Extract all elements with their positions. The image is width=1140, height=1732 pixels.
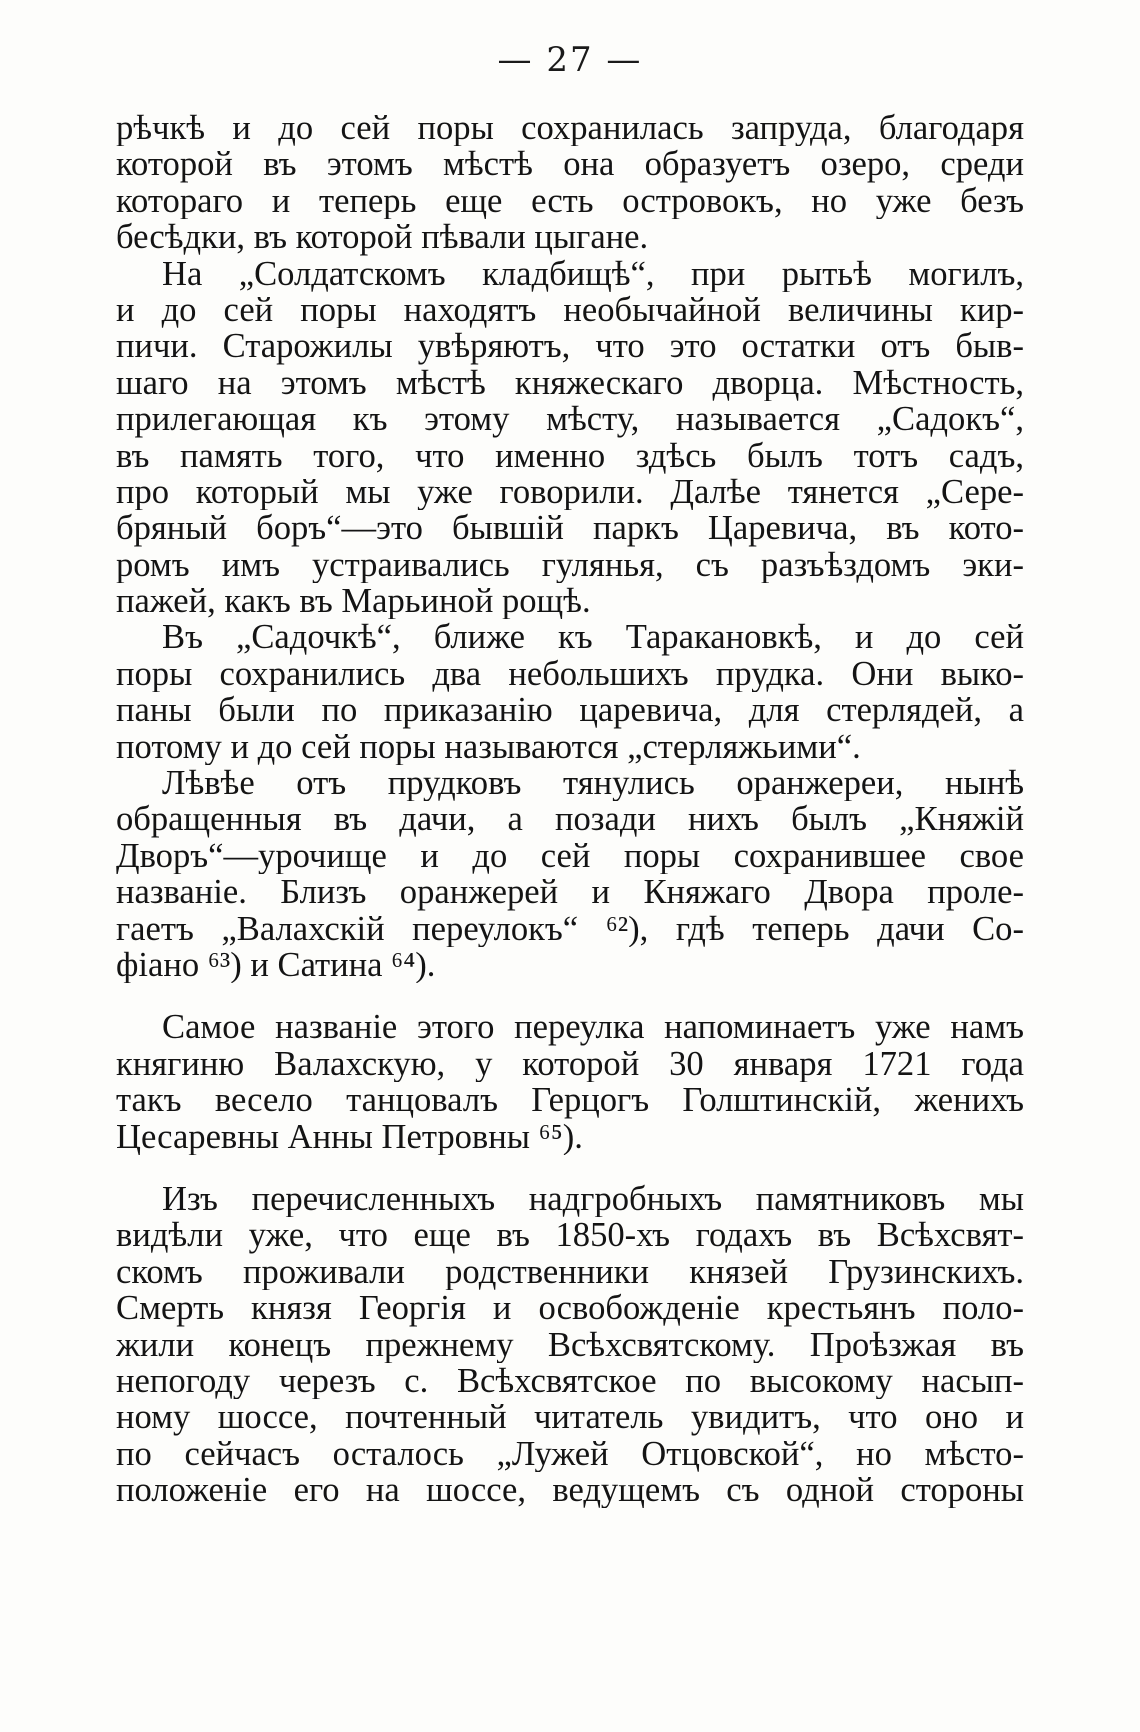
text-line: рѣчкѣ и до сей поры сохранилась запруда, благодаря xyxy=(116,110,1024,147)
paragraph xyxy=(116,110,1024,256)
text-line: Лѣвѣе отъ прудковъ тянулись оранжереи, нынѣ xyxy=(162,765,1024,802)
text-line: Изъ перечисленныхъ надгробныхъ памятниковъ мы xyxy=(162,1180,1024,1218)
text-line: пичи. Старожилы увѣряютъ, что это остатки отъ быв- xyxy=(116,328,1024,365)
paragraph xyxy=(116,1009,1024,1155)
text-line: Въ „Садочкѣ“, ближе къ Таракановкѣ, и до сей xyxy=(162,619,1024,656)
text-line: фіано ⁶³) и Сатина ⁶⁴). xyxy=(116,946,436,984)
body-text xyxy=(116,110,1024,1508)
text-line: названіе. Близъ оранжерей и Княжаго Двора проле- xyxy=(116,874,1024,911)
text-line: и до сей поры находятъ необычайной величины кир- xyxy=(116,291,1024,329)
text-line: поры сохранились два небольшихъ прудка. Они выко- xyxy=(116,655,1024,693)
text-line: по сейчасъ осталось „Лужей Отцовской“, но мѣсто- xyxy=(116,1435,1024,1473)
paragraph xyxy=(116,765,1024,983)
text-line: пажей, какъ въ Марьиной рощѣ. xyxy=(116,583,591,620)
text-line: ромъ имъ устраивались гулянья, съ разъѣздомъ эки- xyxy=(116,546,1024,584)
text-line: Самое названіе этого переулка напоминаетъ уже намъ xyxy=(162,1009,1024,1046)
paragraph-gap xyxy=(116,983,1024,1009)
text-line: положеніе его на шоссе, ведущемъ съ одной стороны xyxy=(116,1472,1024,1509)
text-line: бряный боръ“—это бывшій паркъ Царевича, въ кото- xyxy=(116,510,1024,547)
text-line: скомъ проживали родственники князей Грузинскихъ. xyxy=(116,1253,1024,1291)
text-line: которой въ этомъ мѣстѣ она образуетъ озеро, среди xyxy=(116,146,1024,183)
text-line: прилегающая къ этому мѣсту, называется „Садокъ“, xyxy=(116,401,1024,438)
text-line: котораго и теперь еще есть островокъ, но уже безъ xyxy=(116,182,1024,220)
paragraph-gap xyxy=(116,1155,1024,1181)
text-line: шаго на этомъ мѣстѣ княжескаго дворца. Мѣстность, xyxy=(116,364,1024,402)
text-line: потому и до сей поры называются „стерляжьими“. xyxy=(116,728,861,766)
page-number: — 27 — xyxy=(497,40,643,80)
text-line: про который мы уже говорили. Далѣе тянется „Сере- xyxy=(116,473,1024,511)
text-line: ному шоссе, почтенный читатель увидитъ, что оно и xyxy=(116,1399,1024,1436)
text-line: жили конецъ прежнему Всѣхсвятскому. Проѣзжая въ xyxy=(116,1326,1024,1363)
text-line: видѣли уже, что еще въ 1850-хъ годахъ въ Всѣхсвят- xyxy=(116,1217,1024,1254)
text-line: въ память того, что именно здѣсь былъ тотъ садъ, xyxy=(116,437,1024,474)
text-line: Дворъ“—урочище и до сей поры сохранившее свое xyxy=(116,837,1024,875)
paragraph xyxy=(116,619,1024,765)
text-line: Смерть князя Георгія и освобожденіе крестьянъ поло- xyxy=(116,1290,1024,1327)
text-line: Цесаревны Анны Петровны ⁶⁵). xyxy=(116,1118,583,1155)
text-line: бесѣдки, въ которой пѣвали цыгане. xyxy=(116,219,649,256)
text-line: гаетъ „Валахскій переулокъ“ ⁶²), гдѣ теперь дачи Со- xyxy=(116,910,1024,947)
text-line: княгиню Валахскую, у которой 30 января 1721 года xyxy=(116,1045,1024,1083)
text-line: обращенныя въ дачи, а позади нихъ былъ „Княжій xyxy=(116,801,1024,838)
text-line: паны были по приказанію царевича, для стерлядей, а xyxy=(116,692,1024,729)
text-line: На „Солдатскомъ кладбищѣ“, при рытьѣ могилъ, xyxy=(162,255,1024,292)
text-line: непогоду черезъ с. Всѣхсвятское по высокому насып- xyxy=(116,1362,1024,1400)
paragraph xyxy=(116,256,1024,620)
paragraph xyxy=(116,1181,1024,1509)
text-line: такъ весело танцовалъ Герцогъ Голштинскій, женихъ xyxy=(116,1082,1024,1119)
